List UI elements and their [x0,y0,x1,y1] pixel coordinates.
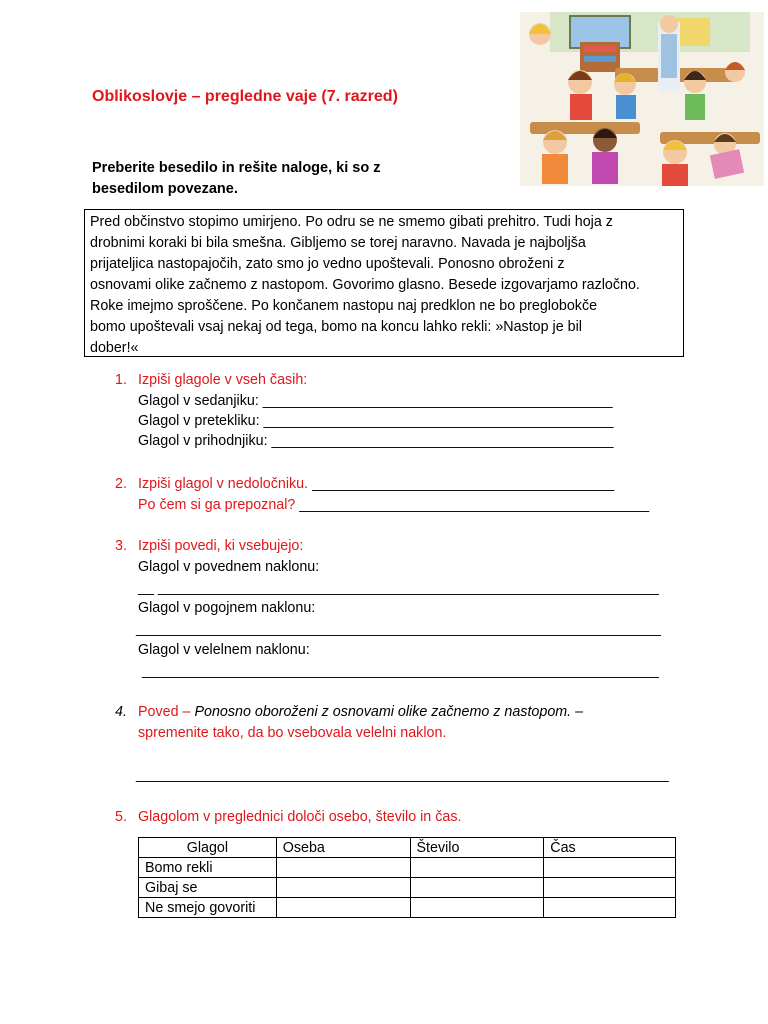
classroom-illustration [520,12,764,186]
verb-table [138,837,676,918]
task-2-number: 2. [115,476,127,492]
tense-cell[interactable] [544,898,676,918]
page-title: Oblikoslovje – pregledne vaje (7. razred) [92,88,398,105]
task-4-answer-line[interactable]: ___________________________________________________________________ [136,767,669,783]
task-1-prompt: Izpiši glagole v vseh časih: [138,372,308,388]
number-cell[interactable] [410,898,544,918]
task-2-row-1 [138,476,614,492]
table-row [139,898,676,918]
task-3-label-conditional: Glagol v pogojnem naklonu: [138,600,316,616]
table-row [139,858,676,878]
task-1-number: 1. [115,372,127,388]
task-3-line-imperative[interactable]: _________________________________________________________________ [142,663,659,679]
task-2-row-2 [138,497,649,513]
passage-line: osnovami olike začnemo z nastopom. Govorimo glasno. Besede izgovarjamo razločno. [90,277,640,293]
person-cell[interactable] [276,878,410,898]
task-3-prompt: Izpiši povedi, ki vsebujejo: [138,538,304,554]
task-3-line-conditional[interactable]: __________________________________________________________________ [136,621,661,637]
task-2-prompt: Izpiši glagol v nedoločniku. [138,476,309,492]
column-header-number: Število [410,838,544,858]
person-cell[interactable] [276,858,410,878]
instruction: Preberite besedilo in rešite naloge, ki so z besedilom povezane. [92,160,381,197]
task-4-word: Poved [138,704,179,720]
passage-line: Pred občinstvo stopimo umirjeno. Po odru se ne smemo gibati prehitro. Tudi hoja z [90,214,613,230]
task-3-line-indicative[interactable]: __ _______________________________________________________________ [138,580,659,596]
passage-line: Roke imejmo sproščene. Po končanem nastopu naj predklon ne bo preglobokče [90,298,598,314]
task-2-answer-line[interactable]: ______________________________________ [312,476,615,492]
task-4-prompt: spremenite tako, da bo vsebovala velelni naklon. [138,725,447,741]
number-cell[interactable] [410,878,544,898]
verb-cell: Gibaj se [139,878,277,898]
task-1-line-present[interactable]: Glagol v sedanjiku: ____________________________________________ [138,393,613,409]
task-5-number: 5. [115,809,127,825]
task-3-label-indicative: Glagol v povednem naklonu: [138,559,320,575]
passage-line: dober!« [90,340,139,356]
task-1-line-future[interactable]: Glagol v prihodnjiku: ___________________________________________ [138,433,614,449]
task-1-line-past[interactable]: Glagol v pretekliku: ____________________________________________ [138,413,614,429]
tense-cell[interactable] [544,858,676,878]
task-3-label-imperative: Glagol v velelnem naklonu: [138,642,310,658]
task-4-quote: Ponosno oboroženi z osnovami olike začnemo z nastopom. – [194,704,584,720]
task-4-number: 4. [115,704,127,720]
tense-cell[interactable] [544,878,676,898]
table-header-row [139,838,676,858]
column-header-tense: Čas [544,838,676,858]
task-2-reason-line[interactable]: ____________________________________________ [299,497,650,513]
verb-cell: Bomo rekli [139,858,277,878]
passage-line: prijateljica nastopajočih, zato smo jo vedno upoštevali. Ponosno obroženi z [90,256,565,272]
task-3-number: 3. [115,538,127,554]
task-5-prompt: Glagolom v preglednici določi osebo, število in čas. [138,809,462,825]
verb-cell: Ne smejo govoriti [139,898,277,918]
number-cell[interactable] [410,858,544,878]
task-2-question: Po čem si ga prepoznal? [138,497,296,513]
task-4-dash: – [178,704,195,720]
reading-passage [84,209,684,357]
column-header-person: Oseba [276,838,410,858]
task-4-row-1 [138,704,583,720]
passage-line: bomo upoštevali vsaj nekaj od tega, bomo na koncu lahko rekli: »Nastop je bil [90,319,582,335]
column-header-verb: Glagol [139,838,277,858]
person-cell[interactable] [276,898,410,918]
table-row [139,878,676,898]
passage-line: drobnimi koraki bi bila smešna. Gibljemo se torej naravno. Navada je najboljša [90,235,586,251]
